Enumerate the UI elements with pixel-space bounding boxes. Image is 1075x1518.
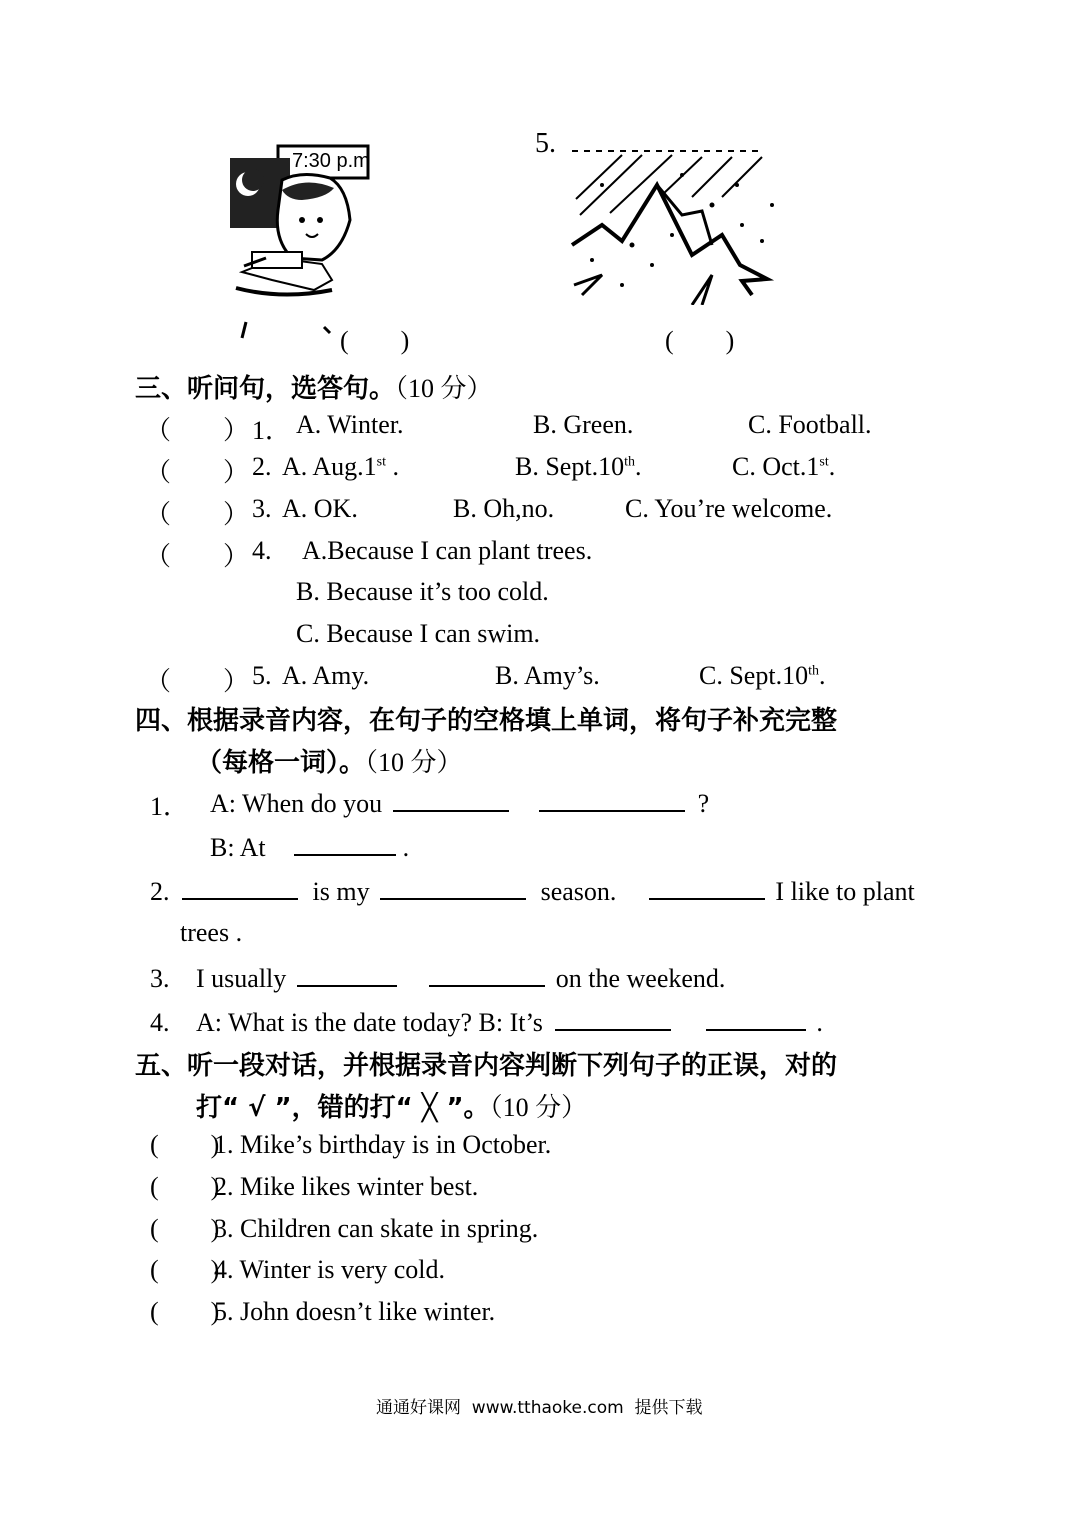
clock-time-label: 7:30 p.m <box>292 150 370 172</box>
answer-bracket-picture-4: ( ) <box>340 326 410 355</box>
s3-q2-paren: （ ） <box>145 458 250 487</box>
s3-q2-num: 2. <box>252 452 272 481</box>
s3-q3-option-c: C. You’re welcome. <box>625 494 833 523</box>
s4-q1-blank-3[interactable] <box>294 830 396 856</box>
s3-q2-option-a <box>282 452 399 482</box>
s3-q5-c-sup: th <box>808 663 819 679</box>
s5-item-2-text: 2. Mike likes winter best. <box>214 1172 479 1201</box>
s4-q4-p1: A: What is the date today? B: It’s <box>196 1008 543 1037</box>
s3-q4-num: 4. <box>252 536 272 565</box>
s5-item-5-paren: ( ) <box>150 1297 220 1326</box>
section-4-score: （10 分） <box>365 748 463 777</box>
s3-q2-c-sup: st <box>819 454 829 470</box>
s4-q3-p1: I usually <box>196 964 287 993</box>
s3-q2-b-sup: th <box>624 454 635 470</box>
answer-bracket-picture-5: ( ) <box>665 326 735 355</box>
s4-q4-blank-1[interactable] <box>555 1005 671 1031</box>
s4-q2-p3: I like to plant <box>775 877 915 906</box>
s4-q1-a-text: A: When do you <box>210 789 383 818</box>
section-3-title <box>135 368 493 405</box>
s4-q2-num: 2. <box>150 877 170 906</box>
section-5-title-text: 打“ √ ”，错的打“ ╳ ”。 <box>196 1093 490 1123</box>
s4-q1-blank-2[interactable] <box>539 786 685 812</box>
s3-q3-paren: （ ） <box>145 500 250 529</box>
s4-q2-p1: is my <box>312 877 370 906</box>
s3-q2-a-text: A. Aug.1 <box>282 452 377 481</box>
s4-q2-blank-1[interactable] <box>182 874 298 900</box>
s3-q3-num: 3. <box>252 494 272 523</box>
s3-q4-paren: （ ） <box>145 542 250 571</box>
s4-q2-p2: season. <box>540 877 617 906</box>
section-4-title-line1: 四、根据录音内容，在句子的空格填上单词，将句子补充完整 <box>135 706 838 736</box>
s5-item-4-paren: ( ) <box>150 1255 220 1284</box>
s5-item-2-paren: ( ) <box>150 1172 220 1201</box>
tick-mark-left <box>240 320 248 340</box>
s3-q1-option-c: C. Football. <box>748 410 872 439</box>
s4-q1-line-a <box>210 786 709 819</box>
s5-item-3-paren: ( ) <box>150 1214 220 1243</box>
s4-q1-a-end: ? <box>697 789 710 818</box>
s5-item-1-paren: ( ) <box>150 1130 220 1159</box>
section-3-title-text: 三、听问句，选答句。 <box>135 374 396 404</box>
s4-q3-num: 3. <box>150 964 170 993</box>
section-3-score: （10 分） <box>395 374 493 403</box>
s3-q1-option-a: A. Winter. <box>296 410 404 439</box>
s4-q1-b-end: . <box>402 833 410 862</box>
snowy-mountain-picture <box>562 145 792 305</box>
s3-q5-c-end: . <box>818 661 826 690</box>
s3-q2-option-c <box>732 452 835 482</box>
clock-girl-picture <box>222 140 372 300</box>
s4-q4-blank-2[interactable] <box>706 1005 806 1031</box>
s4-q4-line <box>150 1005 823 1038</box>
section-4-title-text: （每格一词）。 <box>196 748 366 778</box>
s3-q3-option-b: B. Oh,no. <box>453 494 555 523</box>
s3-q3-option-a: A. OK. <box>282 494 358 523</box>
s4-q2-line <box>150 874 915 907</box>
s4-q3-blank-1[interactable] <box>297 961 397 987</box>
s3-q5-option-a: A. Amy. <box>282 661 370 690</box>
s3-q5-num: 5. <box>252 661 272 690</box>
s4-q1-line-b <box>210 830 409 863</box>
picture-number-5: 5. <box>535 128 556 159</box>
s4-q2-continuation: trees . <box>180 918 243 947</box>
s3-q5-c-text: C. Sept.10 <box>699 661 809 690</box>
section-4-title-line2 <box>196 742 463 779</box>
s3-q2-a-end: . <box>385 452 399 481</box>
s3-q2-b-end: . <box>634 452 642 481</box>
s4-q1-b-text: B: At <box>210 833 266 862</box>
s3-q2-a-sup: st <box>376 454 386 470</box>
s4-q1-num: 1． <box>150 792 190 821</box>
s4-q1-blank-1[interactable] <box>393 786 509 812</box>
s4-q3-line <box>150 961 725 994</box>
s3-q1-option-b: B. Green. <box>533 410 634 439</box>
s3-q5-paren: （ ） <box>145 667 250 696</box>
s3-q4-option-a: A.Because I can plant trees. <box>302 536 593 565</box>
tick-mark-right <box>322 322 332 332</box>
s5-item-5-text: 5. John doesn’t like winter. <box>214 1297 496 1326</box>
s5-item-3-text: 3. Children can skate in spring. <box>214 1214 539 1243</box>
section-5-title-line2 <box>196 1087 587 1124</box>
s3-q5-option-c <box>699 661 825 691</box>
s3-q2-b-text: B. Sept.10 <box>515 452 625 481</box>
s4-q4-end: . <box>816 1008 823 1037</box>
s5-item-4-text: 4. Winter is very cold. <box>214 1255 445 1284</box>
s3-q4-option-c: C. Because I can swim. <box>296 619 541 648</box>
page-footer: 通通好课网 www.tthaoke.com 提供下载 <box>376 1398 703 1418</box>
s3-q5-option-b: B. Amy’s. <box>495 661 600 690</box>
s4-q2-blank-2[interactable] <box>380 874 526 900</box>
section-5-title-line1: 五、听一段对话，并根据录音内容判断下列句子的正误，对的 <box>135 1051 838 1081</box>
s3-q2-c-text: C. Oct.1 <box>732 452 820 481</box>
s5-item-1-text: 1. Mike’s birthday is in October. <box>214 1130 552 1159</box>
s4-q3-blank-2[interactable] <box>429 961 545 987</box>
s3-q1-num: 1． <box>252 416 292 445</box>
section-5-score: （10 分） <box>489 1093 588 1122</box>
s4-q3-p2: on the weekend. <box>555 964 726 993</box>
s3-q4-option-b: B. Because it’s too cold. <box>296 577 549 606</box>
s3-q2-c-end: . <box>828 452 836 481</box>
s3-q1-paren: （ ） <box>145 416 250 445</box>
s4-q2-blank-3[interactable] <box>649 874 765 900</box>
s4-q4-num: 4. <box>150 1008 170 1037</box>
s3-q2-option-b <box>515 452 641 482</box>
